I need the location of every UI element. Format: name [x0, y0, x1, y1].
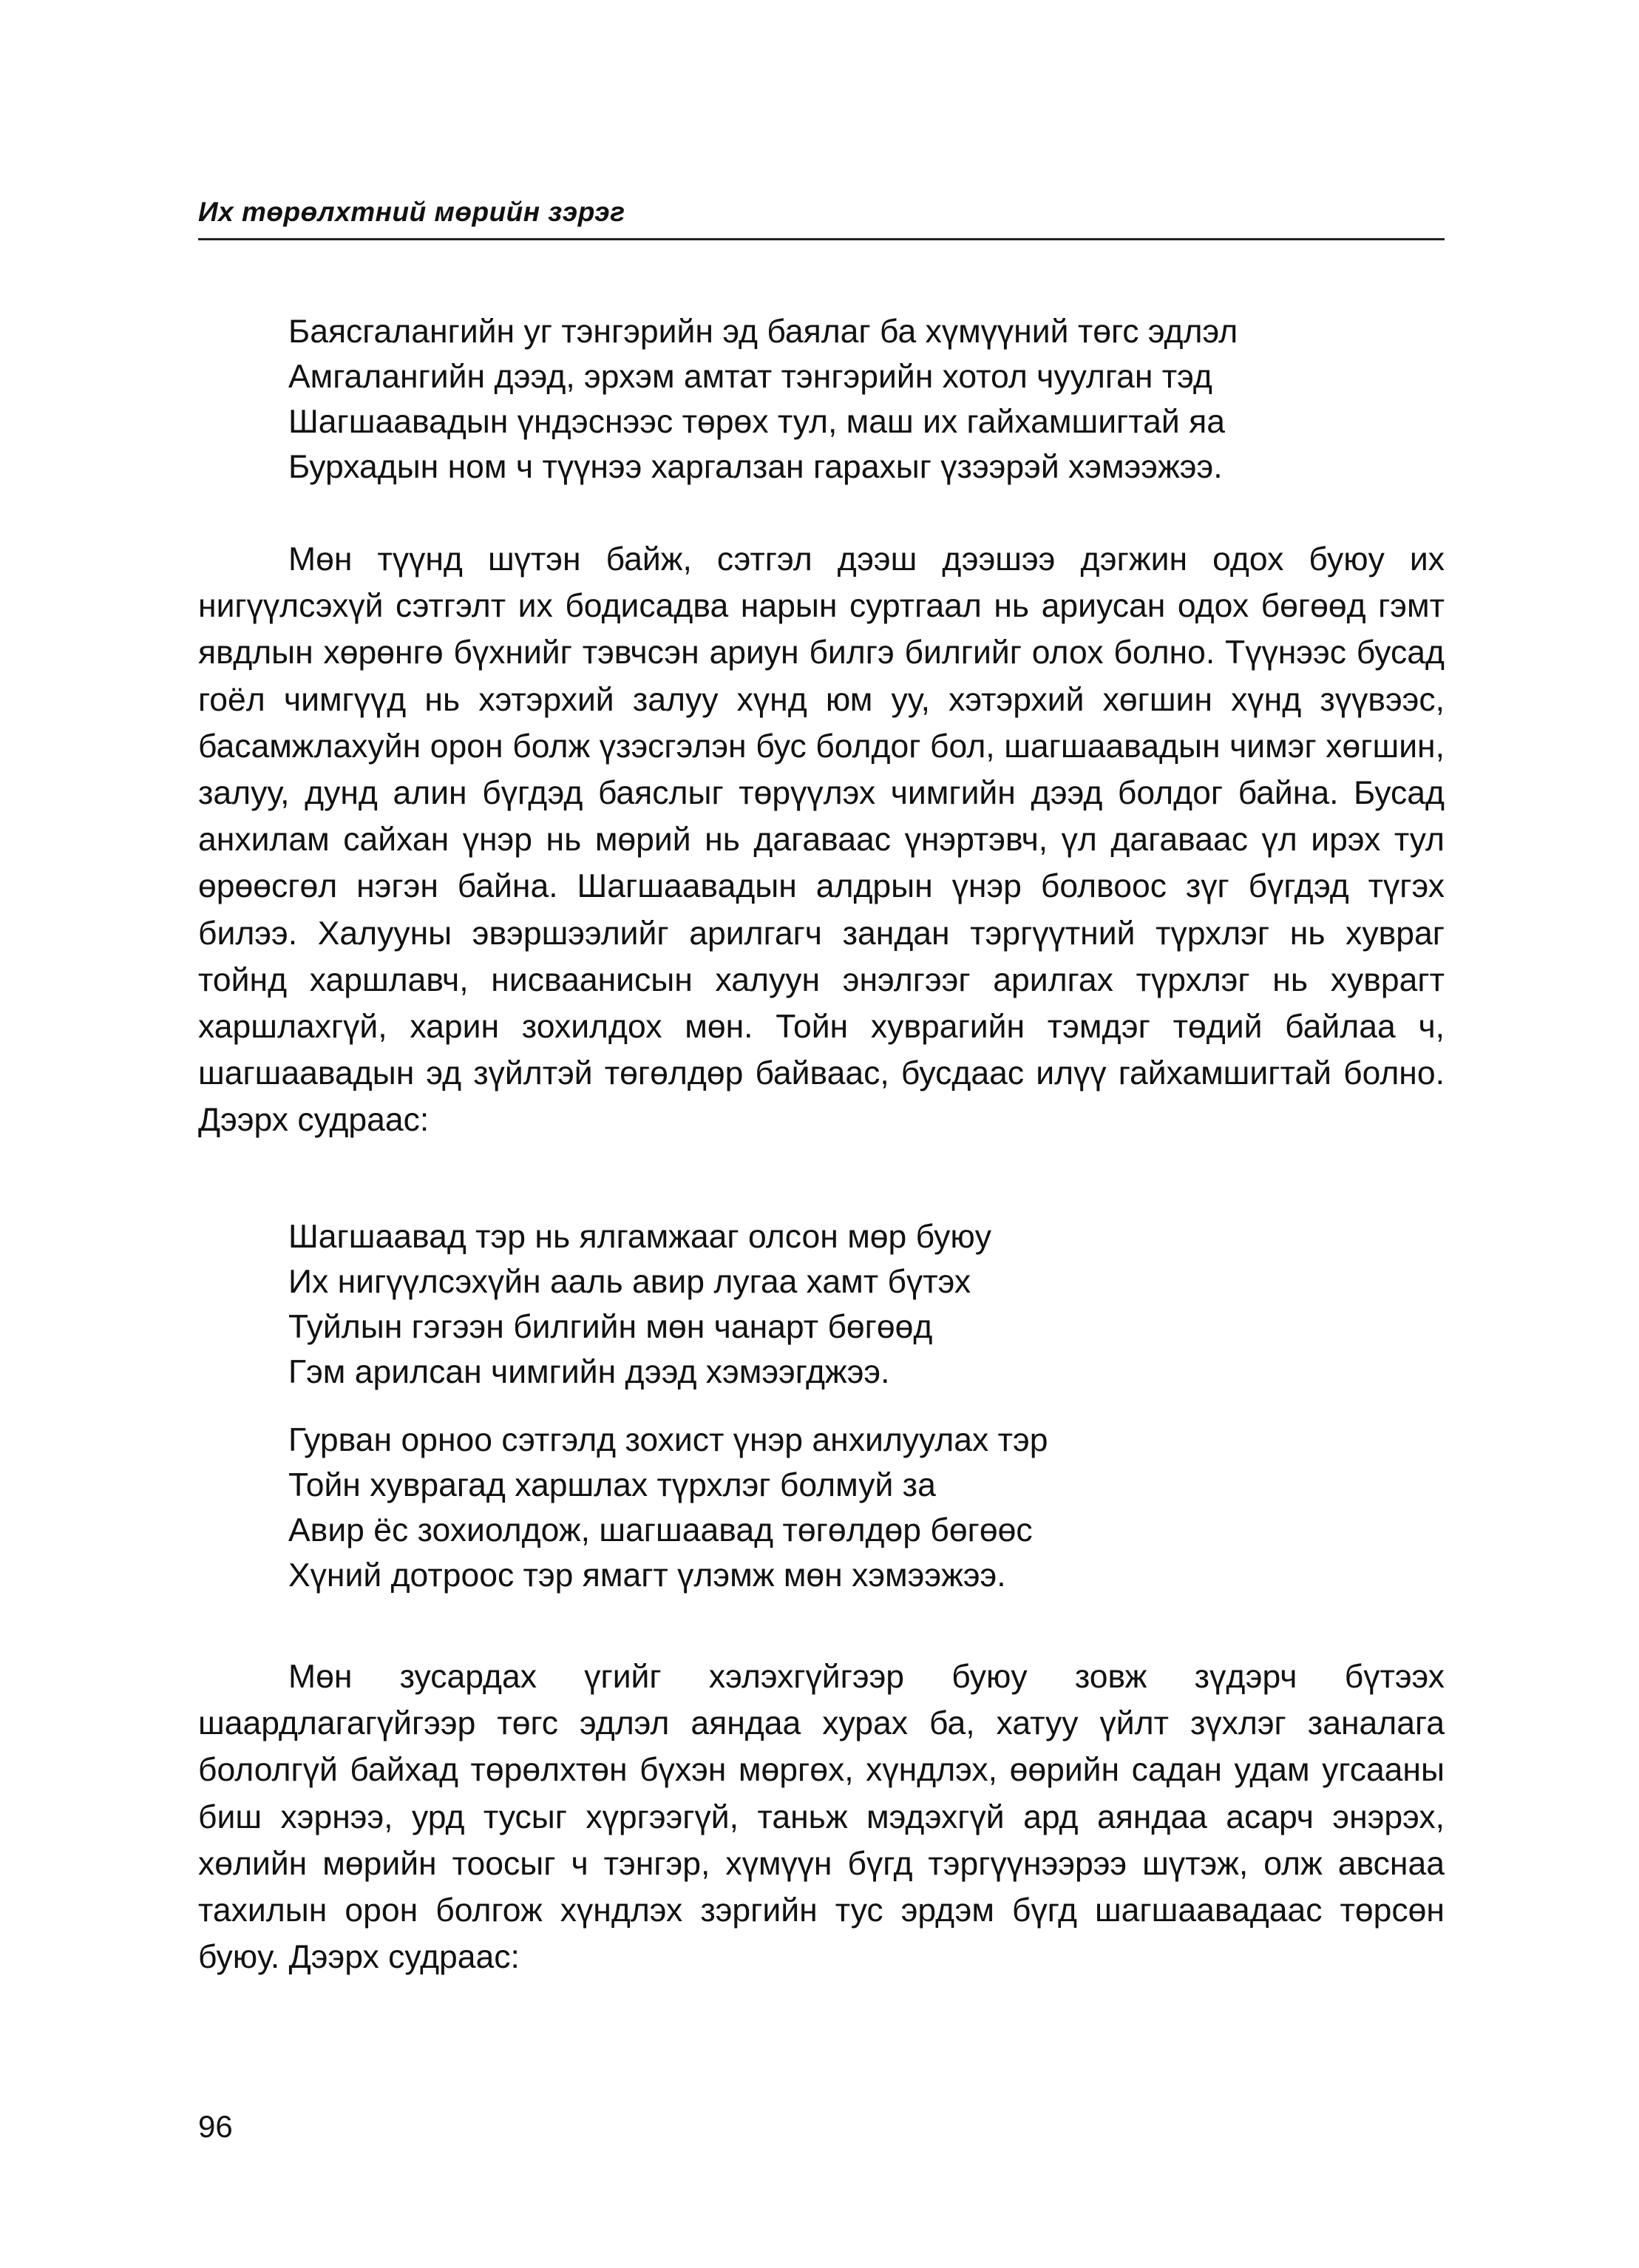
verse-line: Баясгалангийн уг тэнгэрийн эд баялаг ба хүмүүний төгс эдлэл: [288, 314, 1238, 350]
running-header: Их төрөлхтний мөрийн зэрэг: [198, 197, 625, 227]
verse-line: Шагшаавад тэр нь ялгамжааг олсон мөр буюу: [288, 1219, 992, 1255]
verse-line: Тойн хуврагад харшлах түрхлэг болмуй за: [288, 1467, 936, 1503]
verse-line: Их нигүүлсэхүйн ааль авир лугаа хамт бүтэх: [288, 1264, 971, 1300]
verse-line: Амгалангийн дээд, эрхэм амтат тэнгэрийн хотол чуулган тэд: [288, 359, 1212, 395]
page-number: 96: [198, 2109, 233, 2144]
verse-line: Шагшаавадын үндэснээс төрөх тул, маш их гайхамшигтай яа: [288, 404, 1225, 440]
verse-line: Авир ёс зохиолдож, шагшаавад төгөлдөр бөгөөс: [288, 1512, 1033, 1548]
verse-line: Гэм арилсан чимгийн дээд хэмээгджээ.: [288, 1354, 890, 1390]
header-rule: [198, 238, 1445, 240]
verse-line: Туйлын гэгээн билгийн мөн чанарт бөгөөд: [288, 1309, 933, 1345]
verse-line: Гурван орноо сэтгэлд зохист үнэр анхилуулах тэр: [288, 1422, 1048, 1458]
body-paragraph-2: Мөн зусардах үгийг хэлэхгүйгээр буюу зовж зүдэрч бүтээх шаардлагагүйгээр төгс эдлэл аяндаа хурах ба, хатуу үйлт зүхлэг заналага бололгүй байхад төрөлхтөн бүхэн мөргөх, хүндлэх, өөрийн садан удам угсааны биш хэрнээ, урд тусыг хүргээгүй, таньж мэдэхгүй ард аяндаа асарч энэрэх, хөлийн мөрийн тоосыг ч тэнгэр, хүмүүн бүгд тэргүүнээрээ шүтэж, олж авснаа тахилын орон болгож хүндлэх зэргийн тус эрдэм бүгд шагшаавадаас төрсөн буюу. Дээрх судраас:: [198, 1659, 1445, 1976]
verse-block-2: [288, 1214, 1442, 1395]
body-paragraph-1: Мөн түүнд шүтэн байж, сэтгэл дээш дээшээ дэгжин одох буюу их нигүүлсэхүй сэтгэлт их бодисадва нарын суртгаал нь ариусан одох бөгөөд гэмт явдлын хөрөнгө бүхнийг тэвчсэн ариун билгэ билгийг олох болно. Түүнээс бусад гоёл чимгүүд нь хэтэрхий залуу хүнд юм уу, хэтэрхий хөгшин хүнд зүүвээс, басамжлахуйн орон болж үзэсгэлэн бус болдог бол, шагшаавадын чимэг хөгшин, залуу, дунд алин бүгдэд баяслыг төрүүлэх чимгийн дээд болдог байна. Бусад анхилам сайхан үнэр нь мөрий нь дагаваас үнэртэвч, үл дагаваас үл ирэх тул өрөөсгөл нэгэн байна. Шагшаавадын алдрын үнэр болвоос зүг бүгдэд түгэх билээ. Халууны эвэршээлийг арилгагч зандан тэргүүтний түрхлэг нь хувраг тойнд харшлавч, нисваанисын халуун энэлгээг арилгах түрхлэг нь хуврагт харшлахгүй, харин зохилдох мөн. Тойн хуврагийн тэмдэг төдий байлаа ч, шагшаавадын эд зүйлтэй төгөлдөр байваас, бусдаас илүү гайхамшигтай болно. Дээрх судраас:: [198, 541, 1445, 1139]
verse-block-1: [288, 309, 1442, 490]
verse-line: Бурхадын ном ч түүнээ харгалзан гарахыг үзээрэй хэмээжээ.: [288, 449, 1223, 485]
verse-line: Хүний дотроос тэр ямагт үлэмж мөн хэмээжээ.: [288, 1557, 1006, 1594]
verse-block-3: [288, 1418, 1442, 1598]
